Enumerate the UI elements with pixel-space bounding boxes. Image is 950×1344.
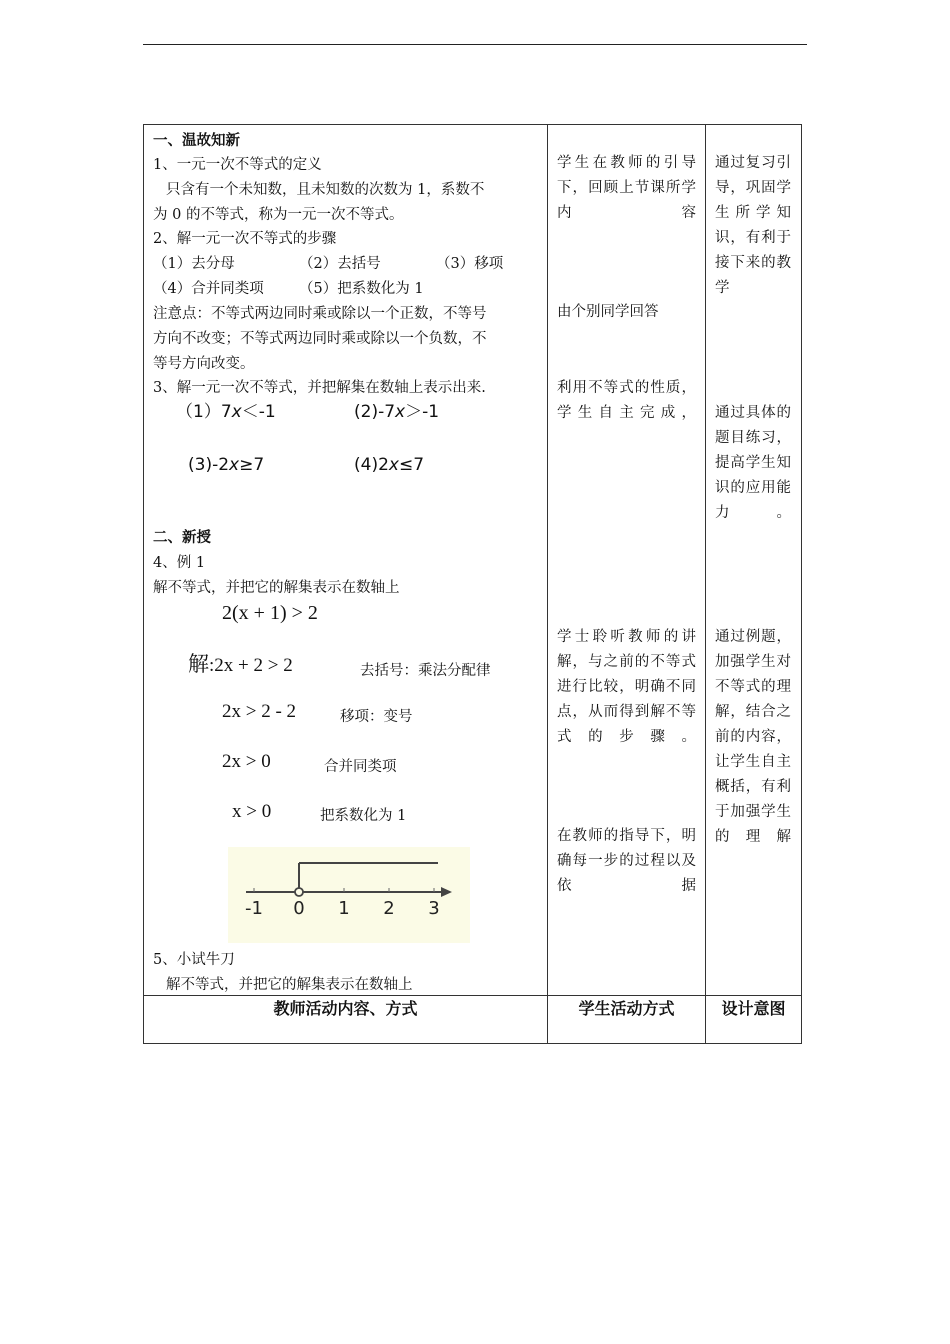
- footer-student: 学生活动方式: [548, 996, 706, 1044]
- axis-tick-label: 0: [293, 898, 305, 919]
- student-activity-cell: [548, 125, 706, 996]
- main-inequality: 2(x + 1) > 2: [222, 602, 318, 624]
- exercise-4: (4)2x≤7: [354, 455, 425, 475]
- item2-title: 2、解一元一次不等式的步骤: [153, 231, 337, 247]
- number-line-svg: [228, 847, 470, 943]
- student-note-2: 由个别同学回答: [557, 304, 659, 320]
- teacher-activity-cell: [144, 125, 548, 996]
- student-note-5: 在教师的指导下，明确每一步的过程以及依据: [557, 828, 696, 894]
- example-label: 4、例 1: [153, 555, 206, 571]
- step-5: （5）把系数化为 1: [299, 281, 424, 297]
- trial-desc: 解不等式，并把它的解集表示在数轴上: [166, 977, 413, 993]
- note-move: 移项：变号: [340, 709, 413, 725]
- solution-step-4: x > 0: [232, 801, 272, 822]
- step-2: （2）去括号: [299, 256, 381, 272]
- axis-tick-label: 2: [383, 898, 395, 919]
- note-line1: 注意点：不等式两边同时乘或除以一个正数，不等号: [153, 306, 487, 322]
- section-new-title: 二、新授: [153, 529, 211, 546]
- solution-step-3: 2x > 0: [222, 751, 271, 772]
- solution-step-2: 2x > 2 - 2: [222, 701, 297, 722]
- intent-note-1: 通过复习引导，巩固学生所学知识，有利于接下来的教学: [715, 155, 791, 296]
- step-1: （1）去分母: [153, 256, 235, 272]
- exercise-1: （1）7x＜-1: [176, 402, 276, 422]
- item1-title: 1、一元一次不等式的定义: [153, 157, 322, 173]
- footer-teacher: 教师活动内容、方式: [144, 996, 548, 1044]
- example-desc: 解不等式，并把它的解集表示在数轴上: [153, 580, 400, 596]
- lesson-plan-table: [143, 124, 802, 1044]
- note-line2: 方向不改变；不等式两边同时乘或除以一个负数，不: [153, 331, 487, 347]
- step-3: （3）移项: [436, 256, 504, 272]
- design-intent-cell: [706, 125, 802, 996]
- solution-step-1: 解:2x + 2 > 2: [188, 652, 293, 676]
- student-note-1: 学生在教师的引导下，回顾上节课所学内容: [557, 155, 696, 221]
- footer-row: [144, 996, 802, 1044]
- exercise-3: (3)-2x≥7: [188, 455, 265, 475]
- step-4: （4）合并同类项: [153, 281, 264, 297]
- note-combine: 合并同类项: [324, 759, 397, 775]
- intent-note-3: 通过例题，加强学生对不等式的理解，结合之前的内容，让学生自主概括，有利于加强学生的理解: [715, 629, 791, 845]
- item3-title: 3、解一元一次不等式，并把解集在数轴上表示出来.: [153, 380, 486, 396]
- section-review-title: 一、温故知新: [153, 132, 240, 149]
- item1-def-line2: 为 0 的不等式，称为一元一次不等式。: [153, 207, 404, 223]
- note-distribute: 去括号：乘法分配律: [360, 663, 491, 679]
- content-row: [144, 125, 802, 996]
- axis-tick-label: 3: [428, 898, 440, 919]
- intent-note-2: 通过具体的题目练习，提高学生知识的应用能力。: [715, 405, 791, 521]
- note-coefficient: 把系数化为 1: [320, 808, 407, 824]
- student-note-3: 利用不等式的性质，学生自主完成，: [557, 380, 696, 421]
- note-line3: 等号方向改变。: [153, 356, 255, 372]
- number-line-figure: [228, 847, 470, 943]
- item1-def-line1: 只含有一个未知数，且未知数的次数为 1，系数不: [166, 182, 485, 198]
- axis-tick-label: -1: [245, 898, 263, 919]
- footer-intent: 设计意图: [706, 996, 802, 1044]
- header-rule: [143, 44, 807, 45]
- axis-arrow: [441, 887, 452, 897]
- trial-title: 5、小试牛刀: [153, 952, 235, 968]
- exercise-2: (2)-7x＞-1: [354, 402, 440, 422]
- axis-tick-label: 1: [338, 898, 350, 919]
- student-note-4: 学士聆听教师的讲解，与之前的不等式进行比较，明确不同点，从而得到解不等式的步骤。: [557, 629, 696, 745]
- open-endpoint: [295, 888, 303, 896]
